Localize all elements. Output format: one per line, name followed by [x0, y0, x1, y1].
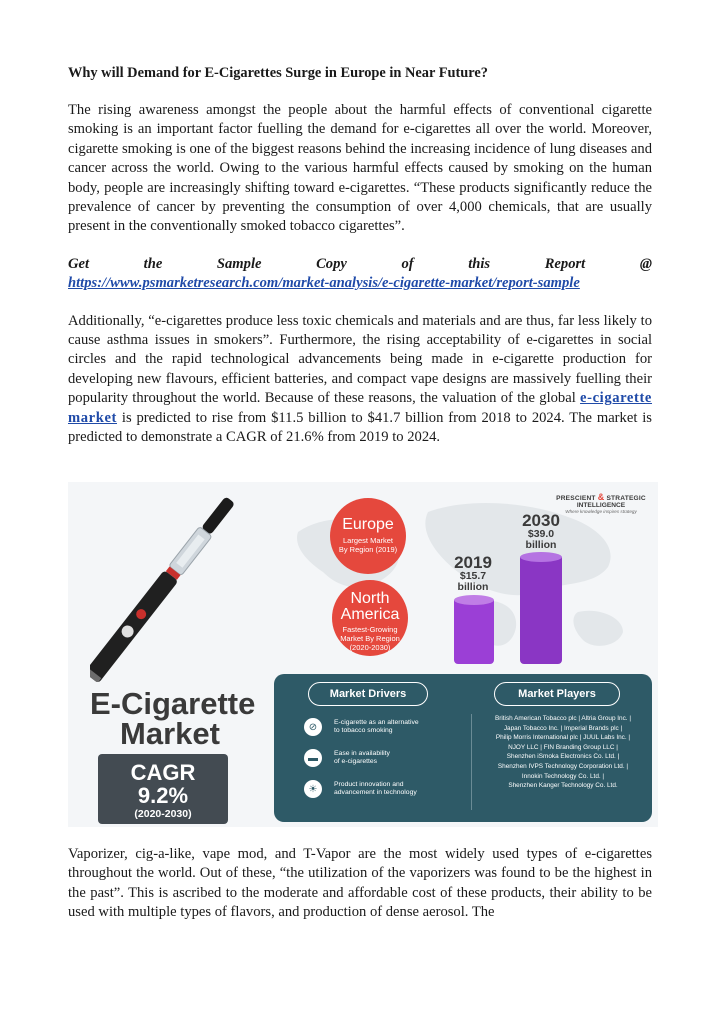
- driver-3-line1: Product innovation and: [334, 780, 404, 788]
- market-drivers-pill: Market Drivers: [308, 682, 428, 706]
- driver-item-alternative: [304, 718, 424, 736]
- bar-top-2030: [520, 552, 562, 562]
- e-cigarette-market-link[interactable]: e-cigarette market: [68, 390, 652, 426]
- player-line: Innokin Technology Co. Ltd. |: [521, 772, 605, 780]
- logo-strategic: STRATEGIC: [606, 495, 646, 502]
- paragraph-vaporizer: Vaporizer, cig-a-like, vape mod, and T-Vapor are the most widely used types of e-cigarettes throughout the world. Out of these, “the utilization of the vaporizers was found to be the highest in the past”. This is ascribed to the moderate and affordable cost of these products, their ability to be used with multiple types of flavors, and production of dense aerosol. The: [68, 846, 652, 921]
- market-players-pill: Market Players: [494, 682, 620, 706]
- the-word: the: [143, 255, 163, 272]
- bar-value-2019: $15.7: [459, 570, 487, 582]
- bar-2019: [454, 600, 494, 664]
- europe-sub-1: Largest Market: [342, 536, 394, 545]
- bar-label-2030: [514, 512, 568, 551]
- driver-2-line1: Ease in availability: [334, 749, 390, 757]
- north-america-title-2: America: [340, 606, 400, 623]
- e-cigarette-infographic: [68, 482, 658, 827]
- player-line: Philip Morris International plc | JUUL Labs Inc. |: [495, 734, 631, 742]
- report-word: Report: [544, 255, 586, 272]
- player-line: Shenzhen Kanger Technology Co. Ltd.: [508, 782, 618, 790]
- north-america-sub-3: (2020-2030): [349, 643, 391, 652]
- infographic-title-line1: E-Cigarette: [90, 686, 256, 721]
- player-line: British American Tobacco plc | Altria Group Inc. |: [494, 715, 632, 722]
- logo-ampersand: &: [597, 492, 605, 502]
- cagr-label: CAGR: [130, 760, 196, 785]
- para2-before: Additionally, “e-cigarettes produce less toxic chemicals and materials and are thus, far less likely to cause asthma issues in smokers”. Furthermore, the rising acceptability of e-cigarettes in social circles and the rapid technological advancements being made in e-cigarette production for developing new flavours, efficient batteries, and compact vape designs are massively fuelling their popularity throughout the world. Because of these reasons, the valuation of the global: [68, 312, 652, 407]
- driver-1-line2: to tobacco smoking: [334, 727, 393, 734]
- copy-word: Copy: [316, 255, 347, 272]
- player-line: NJOY LLC | FIN Branding Group LLC |: [508, 743, 618, 751]
- cagr-value: 9.2%: [137, 783, 189, 808]
- sample-report-link[interactable]: https://www.psmarketresearch.com/market-analysis/e-cigarette-market/report-sample: [68, 275, 580, 292]
- at-symbol: @: [639, 255, 652, 272]
- cagr-box: [98, 754, 228, 824]
- bar-2030: [520, 557, 562, 664]
- drivers-players-panel: [274, 674, 652, 822]
- para2-after: is predicted to rise from $11.5 billion to $41.7 billion from 2018 to 2024. The market is predicted to demonstrate a CAGR of 21.6% from 2019 to 2024.: [68, 409, 652, 446]
- cigarette-icon: ▬: [304, 749, 322, 767]
- paragraph-additionally: [68, 312, 652, 448]
- player-line: Shenzhen IVPS Technology Corporation Ltd. |: [497, 762, 629, 770]
- lightbulb-icon: ☀: [304, 780, 322, 798]
- get-word: Get: [68, 255, 90, 272]
- north-america-circle: [332, 580, 408, 656]
- bar-top-2019: [454, 595, 494, 605]
- bar-value-2030: $39.0: [527, 528, 555, 540]
- logo-intelligence: INTELLIGENCE: [576, 502, 626, 509]
- driver-1-line1: E-cigarette as an alternative: [334, 718, 419, 726]
- sample-word: Sample: [216, 255, 262, 272]
- north-america-sub-2: Market By Region: [340, 634, 400, 643]
- panel-divider: [471, 714, 472, 810]
- europe-circle: [330, 498, 406, 574]
- europe-sub-2: By Region (2019): [338, 545, 398, 554]
- market-players-list: [480, 714, 646, 791]
- bar-label-2019: [448, 554, 498, 593]
- article: [68, 64, 652, 466]
- bar-year-2030: 2030: [522, 511, 560, 530]
- of-word: of: [401, 255, 414, 272]
- driver-3-line2: advancement in technology: [334, 789, 417, 796]
- e-cigarette-device-illustration: [90, 482, 240, 682]
- logo-prescient: PRESCIENT: [556, 495, 596, 502]
- north-america-title-1: North: [350, 590, 390, 607]
- no-smoking-icon: ⊘: [304, 718, 322, 736]
- driver-2-line2: of e-cigarettes: [334, 758, 378, 765]
- bar-unit-2019: billion: [457, 581, 489, 593]
- cagr-range: (2020-2030): [134, 808, 192, 820]
- north-america-sub-1: Fastest-Growing: [342, 625, 398, 634]
- sample-copy-line: [68, 255, 652, 294]
- article-heading: Why will Demand for E-Cigarettes Surge in Europe in Near Future?: [68, 65, 488, 81]
- paragraph-awareness: The rising awareness amongst the people about the harmful effects of conventional cigarette smoking is an important factor fuelling the demand for e-cigarettes all over the world. Moreover, cigarette smoking is one of the biggest reasons behind the increasing incidence of lung diseases and cancer across the world. Owing to the various harmful effects caused by smoking on the human body, people are increasingly shifting toward e-cigarettes. “These products significantly reduce the prevalence of cancer by preventing the consumption of over 4,000 chemicals, that are usually present in the conventionally smoked tobacco cigarettes”.: [68, 102, 652, 235]
- player-line: Shenzhen iSmoka Electronics Co. Ltd. |: [506, 753, 620, 761]
- logo-tagline: Where knowledge inspires strategy: [565, 509, 637, 514]
- europe-title: Europe: [342, 516, 394, 533]
- player-line: Japan Tobacco Inc. | Imperial Brands plc |: [503, 724, 623, 732]
- infographic-title-line2: Market: [120, 716, 220, 751]
- prescient-strategic-logo: [548, 492, 654, 514]
- bar-unit-2030: billion: [525, 539, 557, 551]
- driver-item-innovation: [304, 780, 424, 798]
- driver-item-availability: [304, 749, 424, 767]
- bar-year-2019: 2019: [454, 553, 492, 572]
- this-word: this: [468, 255, 491, 272]
